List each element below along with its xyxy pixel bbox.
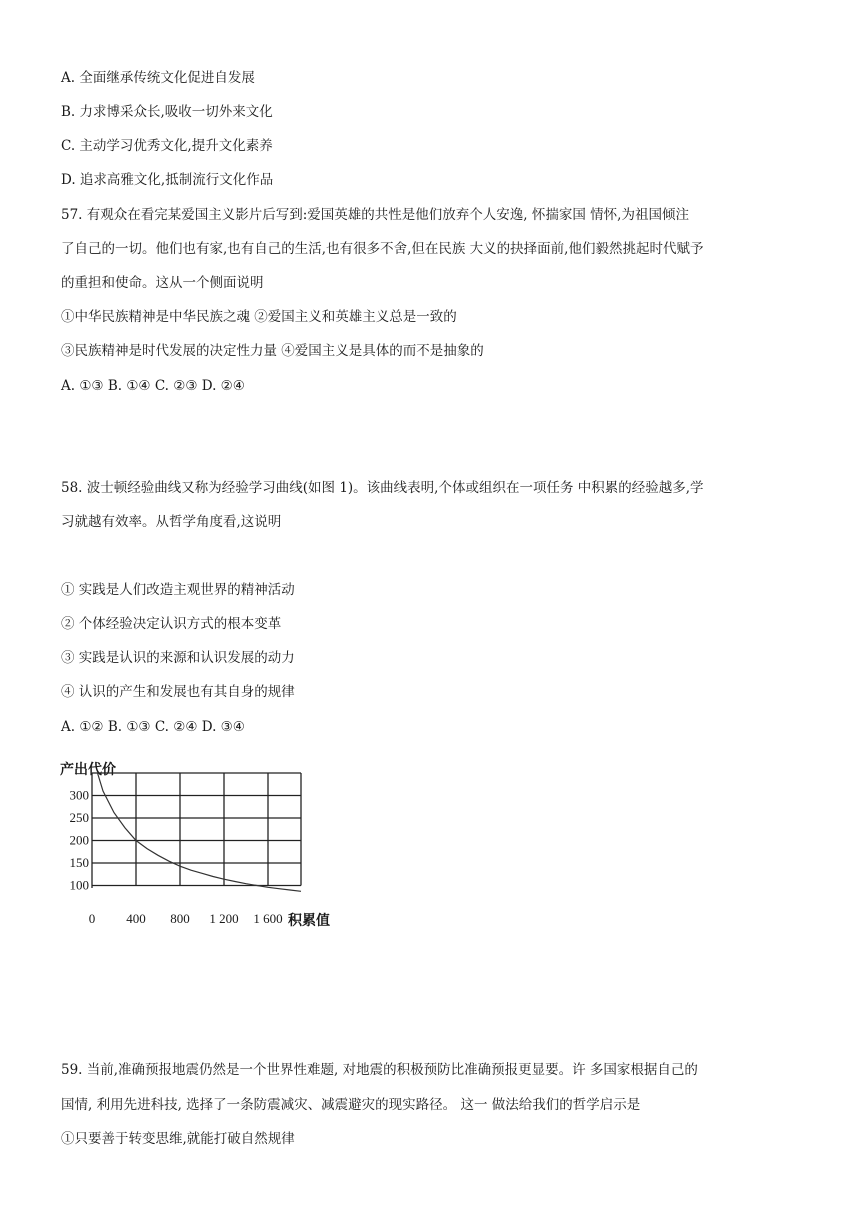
chart-x-tick-label: 1 200 — [209, 911, 239, 926]
q58-stem-line-1: 58. 波士顿经验曲线又称为经验学习曲线(如图 1)。该曲线表明,个体或组织在一项任务 中积累的经验越多,学 — [61, 480, 704, 496]
q57-stem-line-2: 了自己的一切。他们也有家,也有自己的生活,也有很多不舍,但在民族 大义的抉择面前,他们毅然挑起时代赋予 — [61, 241, 704, 257]
q58-statement-2: ② 个体经验决定认识方式的根本变革 — [61, 616, 282, 632]
chart-series-line — [98, 773, 302, 891]
chart-x-tick-label: 800 — [170, 911, 190, 926]
q56-option-b: B. 力求博采众长,吸收一切外来文化 — [61, 104, 273, 120]
q58-stem-line-2: 习就越有效率。从哲学角度看,这说明 — [61, 514, 282, 530]
chart-y-label: 产出代价 — [60, 763, 116, 778]
q59-statement-1: ①只要善于转变思维,就能打破自然规律 — [61, 1131, 295, 1147]
q57-choices: A. ①③ B. ①④ C. ②③ D. ②④ — [61, 378, 245, 394]
chart-y-tick-label: 250 — [69, 810, 89, 825]
q56-option-c: C. 主动学习优秀文化,提升文化素养 — [61, 138, 273, 154]
q56-option-a: A. 全面继承传统文化促进自发展 — [61, 70, 255, 86]
experience-curve-chart — [55, 760, 345, 935]
q58-statement-3: ③ 实践是认识的来源和认识发展的动力 — [61, 650, 295, 666]
chart-x-tick-label: 0 — [88, 911, 96, 926]
q56-option-d: D. 追求高雅文化,抵制流行文化作品 — [61, 172, 274, 188]
q58-choices: A. ①② B. ①③ C. ②④ D. ③④ — [61, 719, 245, 735]
q57-stem-line-1: 57. 有观众在看完某爱国主义影片后写到:爱国英雄的共性是他们放弃个人安逸, 怀揣家国 情怀,为祖国倾注 — [61, 207, 689, 223]
q57-stem-line-3: 的重担和使命。这从一个侧面说明 — [61, 275, 264, 291]
chart-y-tick-label: 300 — [69, 787, 89, 803]
q58-statement-4: ④ 认识的产生和发展也有其自身的规律 — [61, 684, 295, 700]
q58-statement-1: ① 实践是人们改造主观世界的精神活动 — [61, 582, 295, 598]
chart-x-tick-label: 1 600 — [253, 911, 283, 926]
chart-x-tick-label: 400 — [126, 911, 146, 926]
chart-x-label: 积累值 — [288, 914, 330, 929]
chart-y-tick-label: 200 — [69, 832, 89, 848]
q59-stem-line-1: 59. 当前,准确预报地震仍然是一个世界性难题, 对地震的积极预防比准确预报更显要。许 多国家根据自己的 — [61, 1062, 698, 1078]
chart-y-tick-label: 100 — [69, 877, 89, 893]
q57-statement-2: ③民族精神是时代发展的决定性力量 ④爱国主义是具体的而不是抽象的 — [61, 343, 484, 359]
q59-stem-line-2: 国情, 利用先进科技, 选择了一条防震减灾、减震避灾的现实路径。 这一 做法给我们的哲学启示是 — [61, 1097, 641, 1113]
q57-statement-1: ①中华民族精神是中华民族之魂 ②爱国主义和英雄主义总是一致的 — [61, 309, 457, 325]
chart-y-tick-label: 150 — [69, 855, 89, 870]
